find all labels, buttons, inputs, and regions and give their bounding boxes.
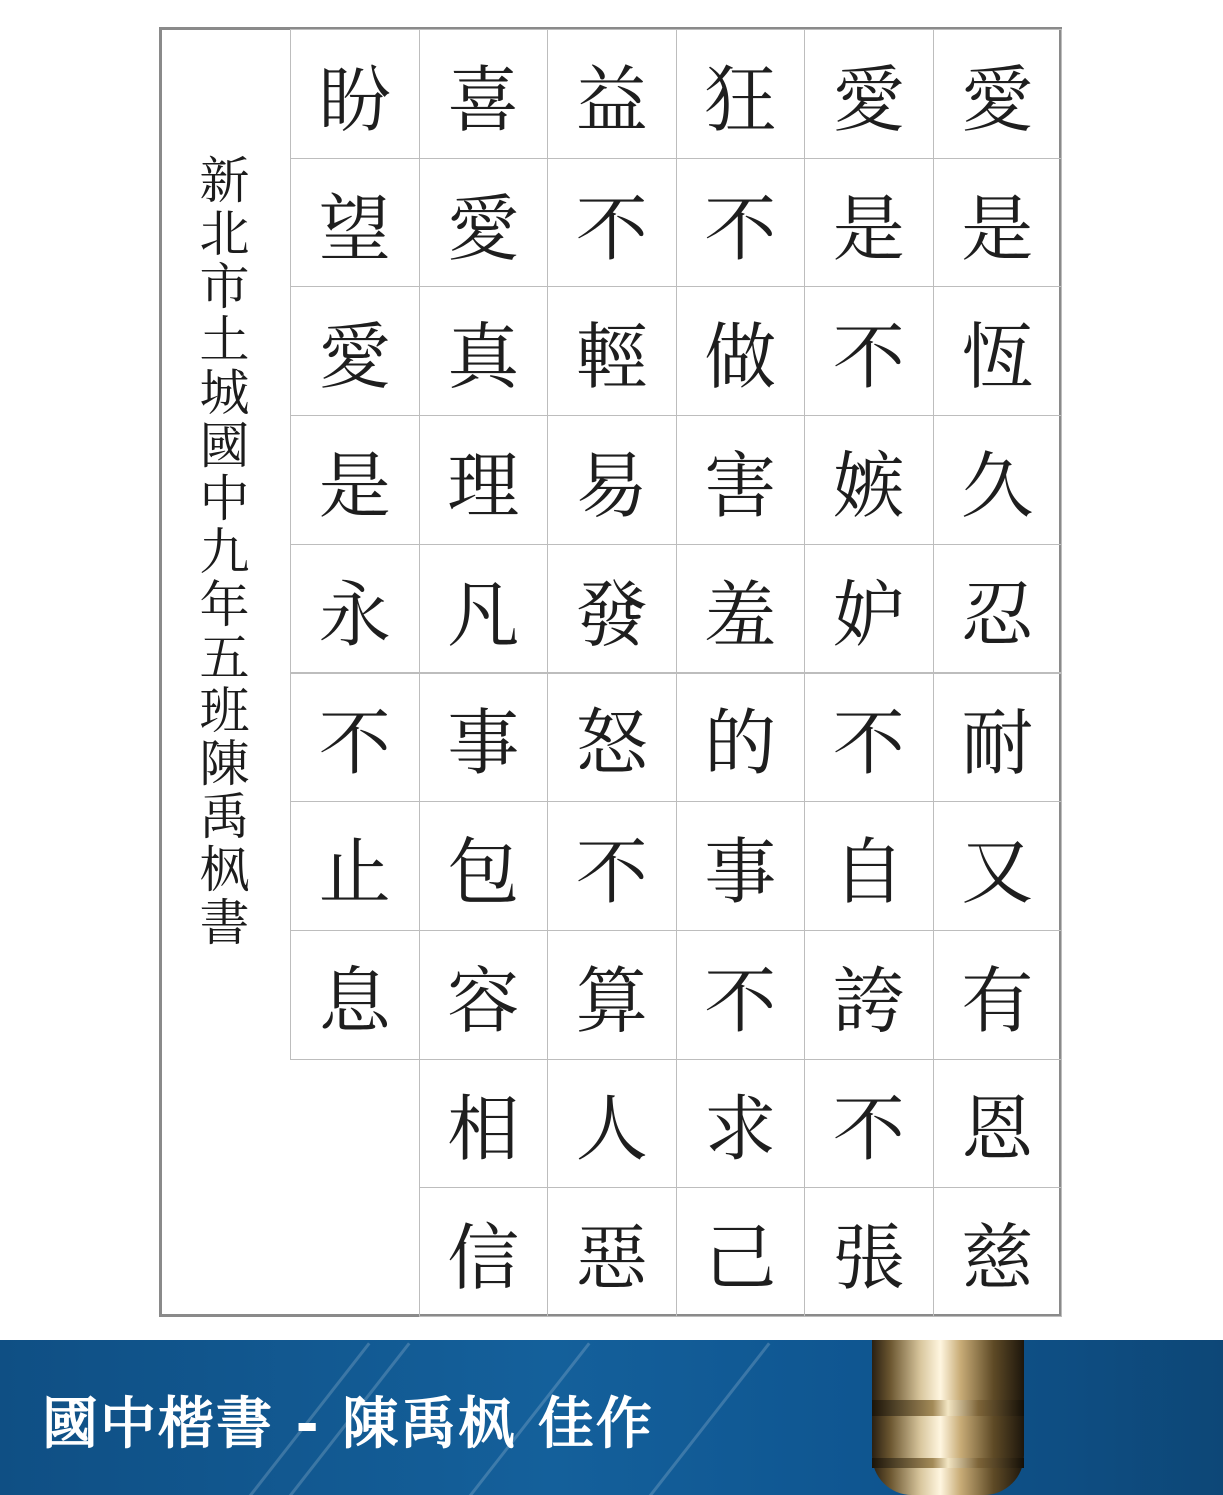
grid-cell: 不: [804, 673, 934, 803]
credit-char: 枫: [199, 841, 250, 899]
grid-cell: 望: [290, 158, 420, 288]
grid-cell: 是: [290, 415, 420, 545]
credit-char: 禹: [199, 788, 250, 846]
grid-cell: 信: [419, 1187, 549, 1317]
grid-cell: 妒: [804, 544, 934, 674]
grid-cell: 惡: [547, 1187, 677, 1317]
credit-char: 書: [199, 894, 250, 952]
author-credit-column: [159, 27, 290, 1317]
grid-cell: 盼: [290, 29, 420, 159]
credit-char: 北: [199, 205, 250, 263]
grid-cell: 忍: [933, 544, 1063, 674]
credit-char: 國: [199, 417, 250, 475]
grid-cell: 凡: [419, 544, 549, 674]
grid-cell: 的: [676, 673, 806, 803]
grid-cell: 喜: [419, 29, 549, 159]
grid-cell: 輕: [547, 286, 677, 416]
credit-char: 陳: [199, 735, 250, 793]
grid-cell: [290, 1187, 420, 1317]
grid-cell: 真: [419, 286, 549, 416]
grid-cell: 狂: [676, 29, 806, 159]
grid-cell: 不: [290, 673, 420, 803]
grid-cell: 怒: [547, 673, 677, 803]
credit-char: 年: [199, 576, 250, 634]
credit-char: 班: [199, 682, 250, 740]
grid-cell: 容: [419, 930, 549, 1060]
grid-cell: 誇: [804, 930, 934, 1060]
grid-cell: 益: [547, 29, 677, 159]
grid-cell: 張: [804, 1187, 934, 1317]
credit-char: 新: [199, 152, 250, 210]
grid-cell: 耐: [933, 673, 1063, 803]
grid-cell: 恆: [933, 286, 1063, 416]
grid-cell: 人: [547, 1059, 677, 1189]
grid-cell: 是: [933, 158, 1063, 288]
grid-cell: 有: [933, 930, 1063, 1060]
grid-cell: 己: [676, 1187, 806, 1317]
grid-cell: 又: [933, 801, 1063, 931]
grid-cell: 不: [676, 158, 806, 288]
credit-char: 九: [199, 523, 250, 581]
grid-cell: 理: [419, 415, 549, 545]
grid-cell: 息: [290, 930, 420, 1060]
grid-cell: 做: [676, 286, 806, 416]
grid-cell: 慈: [933, 1187, 1063, 1317]
grid-cell: 不: [676, 930, 806, 1060]
grid-cell: 羞: [676, 544, 806, 674]
grid-cell: 嫉: [804, 415, 934, 545]
credit-char: 中: [199, 470, 250, 528]
grid-cell: 事: [676, 801, 806, 931]
grid-cell: 事: [419, 673, 549, 803]
grid-cell: 發: [547, 544, 677, 674]
grid-cell: 不: [804, 1059, 934, 1189]
grid-cell: 易: [547, 415, 677, 545]
credit-char: 城: [199, 364, 250, 422]
grid-cell: [290, 1059, 420, 1189]
grid-cell: 求: [676, 1059, 806, 1189]
grid-cell: 止: [290, 801, 420, 931]
grid-cell: 是: [804, 158, 934, 288]
grid-cell: 算: [547, 930, 677, 1060]
grid-cell: 不: [804, 286, 934, 416]
grid-cell: 愛: [419, 158, 549, 288]
grid-cell: 恩: [933, 1059, 1063, 1189]
credit-char: 五: [199, 629, 250, 687]
grid-cell: 不: [547, 801, 677, 931]
character-grid: [290, 29, 1061, 1316]
grid-cell: 包: [419, 801, 549, 931]
grid-cell: 自: [804, 801, 934, 931]
credit-char: 土: [199, 311, 250, 369]
title-banner: [0, 1340, 1223, 1495]
grid-cell: 相: [419, 1059, 549, 1189]
grid-cell: 久: [933, 415, 1063, 545]
credit-char: 市: [199, 258, 250, 316]
grid-cell: 愛: [933, 29, 1063, 159]
grid-cell: 永: [290, 544, 420, 674]
grid-cell: 愛: [290, 286, 420, 416]
grid-cell: 害: [676, 415, 806, 545]
grid-cell: 愛: [804, 29, 934, 159]
banner-title: 國中楷書 - 陳禹枫 佳作: [42, 1392, 654, 1457]
fountain-pen-image: [872, 1340, 1024, 1495]
grid-cell: 不: [547, 158, 677, 288]
